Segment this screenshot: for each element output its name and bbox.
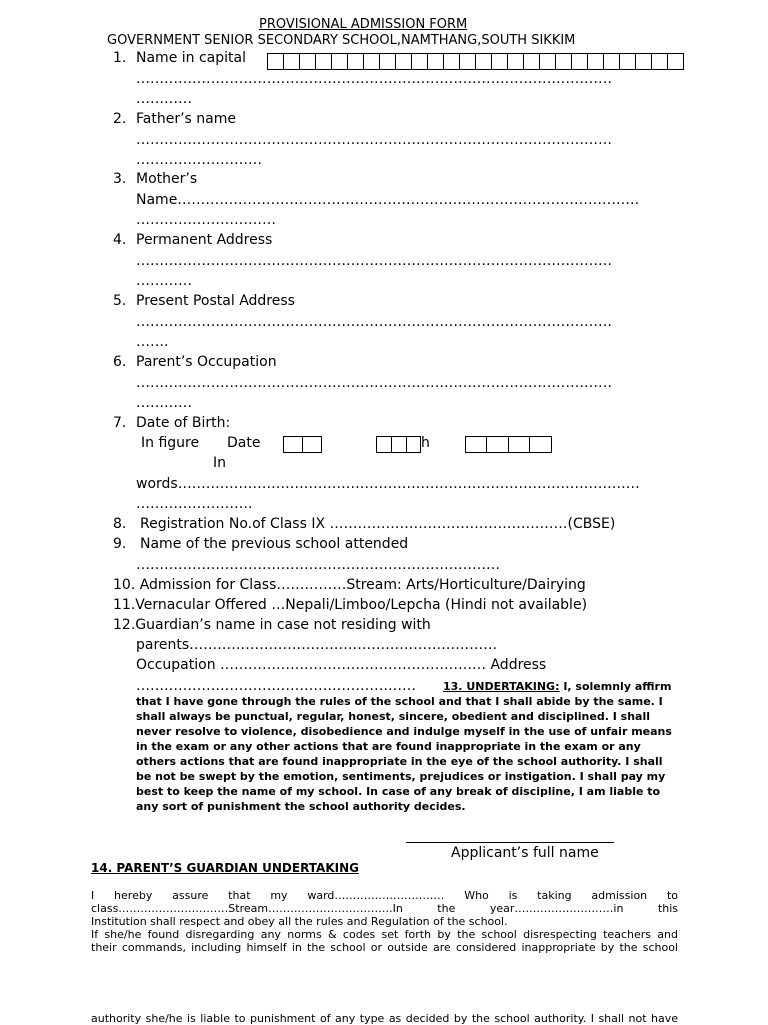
item-4-line-2[interactable]: …………: [136, 273, 192, 289]
undertaking-13-text: I, solemnly affirm that I have gone through the rules of the school and that I shall abide by the same. I shall always be punctual, regular, honest, sincere, obedient and disciplined. I shall never resolve to violence, disobedience and indulge myself in the use of unfair means in the exam or any other actions that are found inappropriate in the exam or any others actions that are found inappropriate in the eye of the school authority. I shall be not be swept by the emotion, sentiments, prejudices or instigation. I shall pay my best to keep the name of my school. In case of any break of discipline, I am liable to any sort of punishment the school authority decides.: [136, 680, 672, 813]
item-2-label: Father’s name: [136, 111, 236, 127]
month-hint: h: [421, 435, 430, 451]
item-2-line-2[interactable]: ………………………: [136, 152, 262, 168]
item-2-number: 2.: [113, 111, 127, 127]
in-words-label: In: [213, 455, 227, 471]
school-name: GOVERNMENT SENIOR SECONDARY SCHOOL,NAMTHANG,SOUTH SIKKIM: [107, 33, 576, 48]
undertaking-14-line-3: Institution shall respect and obey all the rules and Regulation of the school.: [91, 915, 508, 928]
item-9-number: 9.: [113, 536, 127, 552]
item-4-line-1[interactable]: …………………………………………………………………………………………: [136, 253, 612, 269]
item-12-text: 12.Guardian’s name in case not residing with: [113, 617, 431, 633]
undertaking-13: [136, 679, 676, 814]
undertaking-14-line-4: If she/he found disregarding any norms & codes set forth by the school disrespecting teachers and: [91, 928, 678, 941]
item-5-number: 5.: [113, 293, 127, 309]
signature-line[interactable]: [406, 842, 614, 843]
item-1-line-1[interactable]: …………………………………………………………………………………………: [136, 71, 612, 87]
item-8-number: 8.: [113, 516, 127, 532]
item-3-line-2[interactable]: …………………………: [136, 212, 276, 228]
undertaking-14-line-2: class…………………………Stream…………………………….In the year………………………in this: [91, 902, 678, 915]
item-5-line-2[interactable]: …….: [136, 334, 169, 350]
item-9-line-2[interactable]: ……………………………………………………………………: [136, 557, 500, 573]
words-line-1[interactable]: words………………………………………………………………………………………: [136, 476, 640, 492]
item-5-line-1[interactable]: …………………………………………………………………………………………: [136, 314, 612, 330]
item-3-number: 3.: [113, 171, 127, 187]
item-3-label: Mother’s: [136, 171, 198, 187]
item-8-text[interactable]: Registration No.of Class IX ……………………………………………(CBSE): [140, 516, 616, 532]
item-6-number: 6.: [113, 354, 127, 370]
item-2-line-1[interactable]: …………………………………………………………………………………………: [136, 132, 612, 148]
item-10-text[interactable]: 10. Admission for Class……………Stream: Arts/Horticulture/Dairying: [113, 577, 586, 593]
item-6-line-2[interactable]: …………: [136, 395, 192, 411]
item-6-label: Parent’s Occupation: [136, 354, 277, 370]
signature-label: Applicant’s full name: [451, 845, 599, 861]
in-figure-label: In figure: [141, 435, 200, 451]
item-3-line-1[interactable]: Name………………………………………………………………………………………: [136, 192, 640, 208]
undertaking-14-heading: 14. PARENT’S GUARDIAN UNDERTAKING: [91, 861, 359, 875]
name-capital-boxes[interactable]: [267, 53, 684, 70]
item-4-label: Permanent Address: [136, 232, 273, 248]
undertaking-14-line-6: authority she/he is liable to punishment of any type as decided by the school authority. I shall not have: [91, 1012, 678, 1025]
item-4-number: 4.: [113, 232, 127, 248]
item-1-number: 1.: [113, 50, 127, 66]
undertaking-14-line-1: I hereby assure that my ward………………………… Who is taking admission to: [91, 889, 678, 902]
item-9-text: Name of the previous school attended: [140, 536, 409, 552]
dob-year-boxes[interactable]: [465, 436, 552, 453]
item-1-line-2[interactable]: …………: [136, 91, 192, 107]
undertaking-13-heading: 13. UNDERTAKING:: [443, 680, 560, 693]
item-7-label: Date of Birth:: [136, 415, 231, 431]
item-12-parents[interactable]: parents…………………………………………………………: [136, 637, 498, 653]
item-12-occupation[interactable]: Occupation ………………………………………………… Address: [136, 657, 547, 673]
item-6-line-1[interactable]: …………………………………………………………………………………………: [136, 375, 612, 391]
form-title: PROVISIONAL ADMISSION FORM: [259, 17, 468, 32]
item-1-label: Name in capital: [136, 50, 246, 66]
item-7-number: 7.: [113, 415, 127, 431]
item-5-label: Present Postal Address: [136, 293, 295, 309]
item-12-address-dots[interactable]: ……………………………………………………: [136, 678, 416, 694]
words-line-2[interactable]: …………………….: [136, 496, 253, 512]
item-11-text[interactable]: 11.Vernacular Offered …Nepali/Limboo/Lepcha (Hindi not available): [113, 597, 588, 613]
dob-day-boxes[interactable]: [283, 436, 322, 453]
date-label: Date: [227, 435, 261, 451]
undertaking-14-line-5: their commands, including himself in the school or outside are considered inappropriate by the school: [91, 941, 678, 954]
dob-month-boxes[interactable]: [376, 436, 421, 453]
